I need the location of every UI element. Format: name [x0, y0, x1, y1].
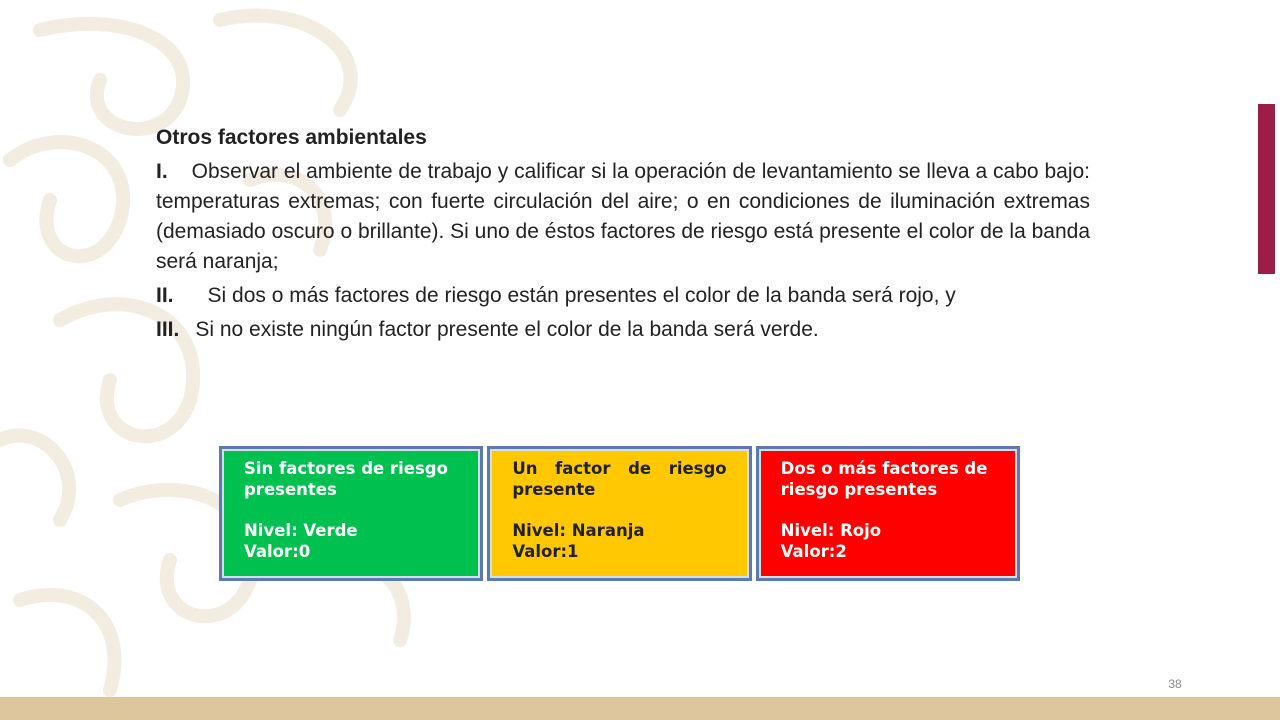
band-green	[219, 446, 483, 581]
band-red	[756, 446, 1020, 581]
band-orange	[487, 446, 751, 581]
band-title: Un factor de riesgo presente	[512, 459, 727, 499]
band-title: Sin factores de riesgo presentes	[244, 459, 448, 499]
band-title: Dos o más factores de riesgo presentes	[780, 459, 988, 499]
band-level: Nivel: Rojo	[780, 521, 882, 540]
band-value: Valor:2	[780, 542, 847, 561]
paragraph-text: Si dos o más factores de riesgo están presentes el color de la banda será rojo, y	[207, 284, 956, 307]
paragraph-number: III.	[156, 318, 180, 341]
paragraph-number: II.	[156, 284, 174, 307]
slide-heading: Otros factores ambientales	[156, 126, 427, 149]
background-ornament	[0, 0, 520, 700]
risk-bands	[219, 446, 1020, 581]
band-level: Nivel: Naranja	[512, 521, 645, 540]
footer-band	[0, 697, 1280, 720]
paragraph-3	[156, 315, 1090, 345]
band-value: Valor:1	[512, 542, 579, 561]
paragraph-number: I.	[156, 160, 168, 183]
accent-bar	[1258, 104, 1275, 274]
band-level: Nivel: Verde	[244, 521, 358, 540]
paragraph-2	[156, 281, 1090, 311]
paragraph-text: Observar el ambiente de trabajo y calificar si la operación de levantamiento se lleva a cabo bajo: temperaturas extremas; con fuerte circulación del aire; o en condiciones de iluminación extremas (demasiado oscuro o brillante). Si uno de éstos factores de riesgo está presente el color de la banda será naranja;	[156, 160, 1090, 273]
slide-content	[156, 120, 1090, 349]
paragraph-text: Si no existe ningún factor presente el color de la banda será verde.	[195, 318, 819, 341]
page-number: 38	[1168, 677, 1182, 691]
band-value: Valor:0	[244, 542, 311, 561]
paragraph-1	[156, 157, 1090, 277]
